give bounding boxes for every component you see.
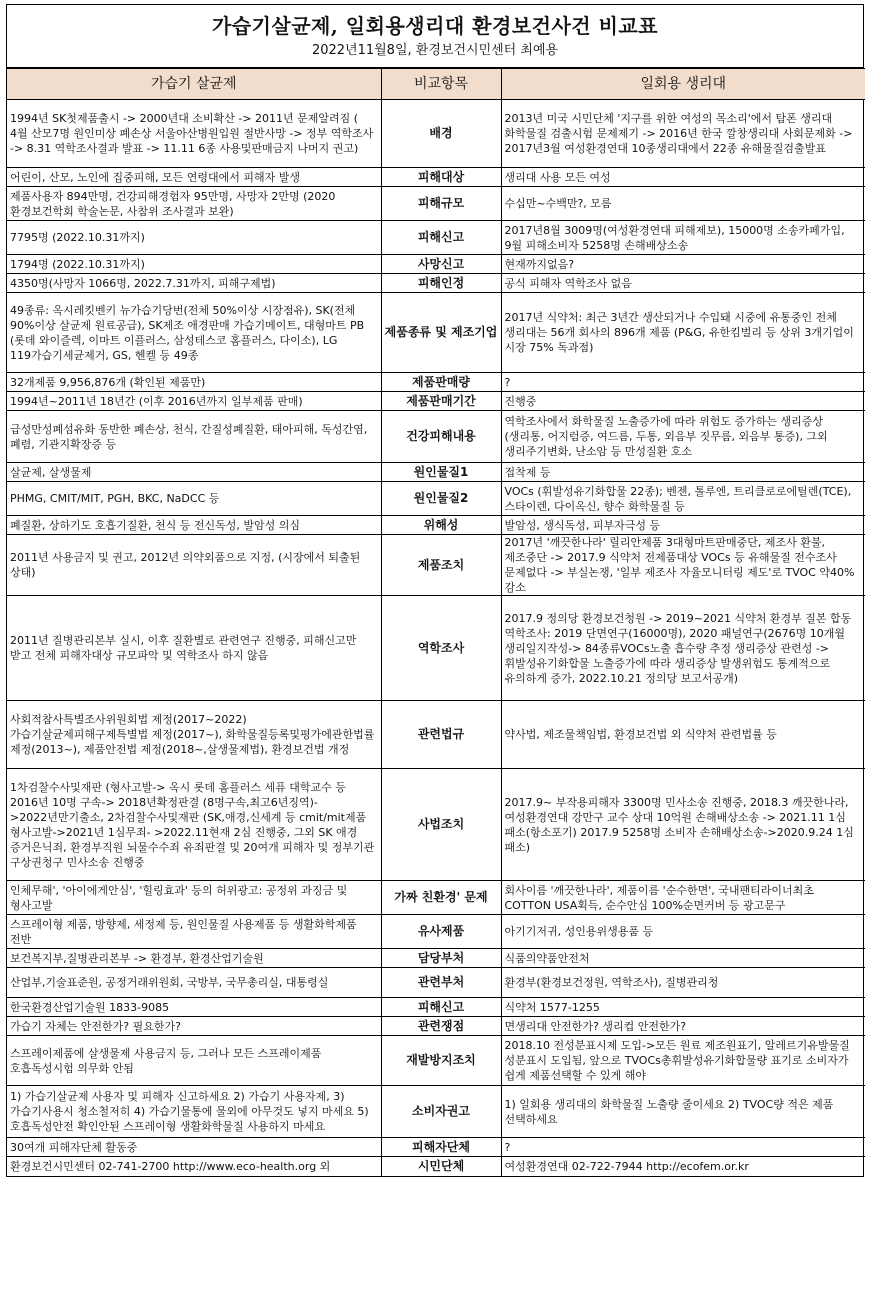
document-title: 가습기살균제, 일회용생리대 환경보건사건 비교표 xyxy=(211,14,659,38)
humidifier-cell: PHMG, CMIT/MIT, PGH, BKC, NaDCC 등 xyxy=(7,482,381,516)
sanitary-pad-cell: 식품의약품안전처 xyxy=(501,949,865,968)
comparison-document xyxy=(6,4,864,1177)
document-subtitle: 2022년11월8일, 환경보건시민센터 최예용 xyxy=(311,43,559,58)
humidifier-cell: 어린이, 산모, 노인에 집중피해, 모든 연령대에서 피해자 발생 xyxy=(7,168,381,187)
sanitary-pad-cell: 환경부(환경보건정원, 역학조사), 질병관리청 xyxy=(501,968,865,998)
sanitary-pad-cell: 아기기저귀, 성인용위생용품 등 xyxy=(501,915,865,949)
sanitary-pad-cell: 1) 일회용 생리대의 화학물질 노출량 줄이세요 2) TVOC량 적은 제품 선택하세요 xyxy=(501,1086,865,1138)
table-row xyxy=(7,596,865,701)
table-row xyxy=(7,168,865,187)
table-row xyxy=(7,392,865,411)
sanitary-pad-cell: 2017년 식약처: 최근 3년간 생산되거나 수입돼 시중에 유통중인 전체 생리대는 56개 회사의 896개 제품 (P&G, 유한킴벌리 등 상위 3개기업이 시장 75% 독과점) xyxy=(501,293,865,373)
sanitary-pad-cell: 역학조사에서 화학물질 노출증가에 따라 위험도 증가하는 생리증상(생리통, 어지럼증, 여드름, 두통, 외음부 짓무름, 외음부 통증), 그외 생리주기변화, 난소암 등 만성질환 호소 xyxy=(501,411,865,463)
comparison-item-cell: 위해성 xyxy=(381,516,501,535)
comparison-item-cell: 역학조사 xyxy=(381,596,501,701)
sanitary-pad-cell: 2013년 미국 시민단체 '지구를 위한 여성의 목소리'에서 탐폰 생리대 화학물질 검출시험 문제제기 -> 2016년 한국 깔창생리대 사회문제화 -> 2017년3월 여성환경연대 10종생리대에서 22종 유해물질검출발표 xyxy=(501,100,865,168)
table-row xyxy=(7,1157,865,1176)
comparison-item-cell: 피해대상 xyxy=(381,168,501,187)
comparison-item-cell: 원인물질1 xyxy=(381,463,501,482)
table-row xyxy=(7,998,865,1017)
humidifier-cell: 1794명 (2022.10.31까지) xyxy=(7,255,381,274)
sanitary-pad-cell: ? xyxy=(501,373,865,392)
comparison-table xyxy=(7,68,865,1176)
humidifier-cell: 1994년~2011년 18년간 (이후 2016년까지 일부제품 판매) xyxy=(7,392,381,411)
table-row xyxy=(7,915,865,949)
sanitary-pad-cell: 수십만~수백만?, 모름 xyxy=(501,187,865,221)
humidifier-cell: 급성만성폐섬유화 동반한 폐손상, 천식, 간질성폐질환, 태아피해, 독성간염, 폐렴, 기관지확장증 등 xyxy=(7,411,381,463)
table-row xyxy=(7,949,865,968)
comparison-item-cell: 제품조치 xyxy=(381,535,501,596)
humidifier-cell: 환경보건시민센터 02-741-2700 http://www.eco-health.org 외 xyxy=(7,1157,381,1176)
table-row xyxy=(7,516,865,535)
comparison-item-cell: 원인물질2 xyxy=(381,482,501,516)
table-row xyxy=(7,701,865,769)
table-row xyxy=(7,293,865,373)
humidifier-cell: 7795명 (2022.10.31까지) xyxy=(7,221,381,255)
sanitary-pad-cell: 현재까지없음? xyxy=(501,255,865,274)
humidifier-cell: 사회적참사특별조사위원회법 제정(2017~2022) 가습기살균제피해구제특별법 제정(2017~), 화학물질등록및평가에관한법률 제정(2013~), 제품안전법 제정(2018~,살생물제법), 환경보건법 개정 xyxy=(7,701,381,769)
humidifier-cell: 산업부,기술표준원, 공정거래위원회, 국방부, 국무총리실, 대통령실 xyxy=(7,968,381,998)
table-row xyxy=(7,968,865,998)
sanitary-pad-cell: 공식 피해자 역학조사 없음 xyxy=(501,274,865,293)
humidifier-cell: 1994년 SK첫제품출시 -> 2000년대 소비확산 -> 2011년 문제알려짐 ( 4월 산모7명 원인미상 폐손상 서울아산병원입원 절반사망 -> 정부 역학조사 -> 8.31 역학조사결과 발표 -> 11.11 6종 사용및판매금지 나머지 권고) xyxy=(7,100,381,168)
sanitary-pad-cell: 면생리대 안전한가? 생리컵 안전한가? xyxy=(501,1017,865,1036)
comparison-item-cell: 제품판매기간 xyxy=(381,392,501,411)
table-body xyxy=(7,100,865,1176)
table-row xyxy=(7,1138,865,1157)
sanitary-pad-cell: 2017.9~ 부작용피해자 3300명 민사소송 진행중, 2018.3 깨끗한나라, 여성환경연대 강만구 교수 상대 10억원 손해배상소송 -> 2021.11 1심 패소(항소포기) 2017.9 5258명 소비자 손해배상소송->2020.9.24 1심 패소) xyxy=(501,769,865,881)
comparison-item-cell: 제품판매량 xyxy=(381,373,501,392)
comparison-item-cell: 관련법규 xyxy=(381,701,501,769)
comparison-item-cell: 관련부처 xyxy=(381,968,501,998)
sanitary-pad-cell: 생리대 사용 모든 여성 xyxy=(501,168,865,187)
sanitary-pad-cell: 발암성, 생식독성, 피부자극성 등 xyxy=(501,516,865,535)
sanitary-pad-cell: 약사법, 제조물책임법, 환경보건법 외 식약처 관련법률 등 xyxy=(501,701,865,769)
humidifier-cell: 1차검찰수사및재판 (형사고발-> 옥시 롯데 홈플러스 세퓨 대학교수 등 2016년 10명 구속-> 2018년확정판결 (8명구속,최고6년징역)- >2022년만기출소, 2차검찰수사및재판 (SK,애경,신세계 등 cmit/mit제품 형사고발->2021년 1심무죄- >2022.11현재 2심 진행중, 그외 SK 애경 증거은닉죄, 환경부직원 뇌물수수죄 유죄판결 및 20여개 피해자 및 정부기관 구상권청구 민사소송 진행중 xyxy=(7,769,381,881)
table-row xyxy=(7,373,865,392)
table-row xyxy=(7,1017,865,1036)
comparison-item-cell: 피해자단체 xyxy=(381,1138,501,1157)
sanitary-pad-cell: 진행중 xyxy=(501,392,865,411)
table-row xyxy=(7,482,865,516)
sanitary-pad-cell: 2018.10 전성분표시제 도입->모든 원료 제조원표기, 알레르기유발물질 성분표시 도입됨, 앞으로 TVOCs총휘발성유기화합물량 표기로 소비자가 쉽게 제품선택할 수 있게 해야 xyxy=(501,1036,865,1086)
comparison-item-cell: 사법조치 xyxy=(381,769,501,881)
humidifier-cell: 32개제품 9,956,876개 (확인된 제품만) xyxy=(7,373,381,392)
comparison-item-cell: 관련쟁점 xyxy=(381,1017,501,1036)
humidifier-cell: 제품사용자 894만명, 건강피해경험자 95만명, 사망자 2만명 (2020 환경보건학회 학술논문, 사참위 조사결과 보완) xyxy=(7,187,381,221)
comparison-item-cell: 소비자권고 xyxy=(381,1086,501,1138)
table-row xyxy=(7,535,865,596)
humidifier-cell: 30여개 피해자단체 활동중 xyxy=(7,1138,381,1157)
sanitary-pad-cell: 2017.9 정의당 환경보건청원 -> 2019~2021 식약처 환경부 질본 합동 역학조사: 2019 단면연구(16000명), 2020 패널연구(2676명 10개월 생리일지작성-> 84종류VOCs노출 흡수량 추정 생리증상 관련성 -> 휘발성유기화합물 노출증가에 따라 생리증상 발생위험도 통계적으로 유의하게 증가, 2022.10.21 정의당 보고서공개) xyxy=(501,596,865,701)
comparison-item-cell: 건강피해내용 xyxy=(381,411,501,463)
comparison-item-cell: 담당부처 xyxy=(381,949,501,968)
humidifier-cell: 폐질환, 상하기도 호흡기질환, 천식 등 전신독성, 발암성 의심 xyxy=(7,516,381,535)
sanitary-pad-cell: ? xyxy=(501,1138,865,1157)
sanitary-pad-cell: 접착제 등 xyxy=(501,463,865,482)
humidifier-cell: 1) 가습기살균제 사용자 및 피해자 신고하세요 2) 가습기 사용자제, 3) 가습기사용시 청소철저히 4) 가습기물통에 물외에 아무것도 넣지 마세요 5) 호흡독성안전 확인안된 스프레이형 생활화학물질 사용하지 마세요 xyxy=(7,1086,381,1138)
humidifier-cell: 2011년 사용금지 및 권고, 2012년 의약외품으로 지정, (시장에서 퇴출된 상태) xyxy=(7,535,381,596)
document-header xyxy=(7,5,863,68)
sanitary-pad-cell: 2017년8월 3009명(여성환경연대 피해제보), 15000명 소송카페가입, 9월 피해소비자 5258명 손해배상소송 xyxy=(501,221,865,255)
humidifier-cell: 인체무해', '아이에게안심', '힐링효과' 등의 허위광고: 공정위 과징금 및 형사고발 xyxy=(7,881,381,915)
humidifier-cell: 가습기 자체는 안전한가? 필요한가? xyxy=(7,1017,381,1036)
humidifier-cell: 살균제, 살생물제 xyxy=(7,463,381,482)
comparison-item-cell: 피해신고 xyxy=(381,998,501,1017)
table-row xyxy=(7,881,865,915)
comparison-item-cell: 사망신고 xyxy=(381,255,501,274)
table-row xyxy=(7,274,865,293)
comparison-item-cell: 피해인정 xyxy=(381,274,501,293)
table-row xyxy=(7,1086,865,1138)
column-header-sanitary-pad: 일회용 생리대 xyxy=(501,69,865,100)
column-header-humidifier: 가습기 살균제 xyxy=(7,69,381,100)
table-header-row xyxy=(7,69,865,100)
table-row xyxy=(7,1036,865,1086)
comparison-item-cell: 유사제품 xyxy=(381,915,501,949)
comparison-item-cell: 배경 xyxy=(381,100,501,168)
comparison-item-cell: 재발방지조치 xyxy=(381,1036,501,1086)
comparison-item-cell: 가짜 친환경' 문제 xyxy=(381,881,501,915)
comparison-item-cell: 제품종류 및 제조기업 xyxy=(381,293,501,373)
comparison-item-cell: 피해규모 xyxy=(381,187,501,221)
humidifier-cell: 49종류: 옥시레킷벤키 뉴가습기당번(전체 50%이상 시장점유), SK(전체 90%이상 살균제 원료공급), SK제조 애경판매 가습기메이트, 대형마트 PB (롯데 와이즐렉, 이마트 이플러스, 삼성테스코 홈플러스, 다이소), LG 119가습기세균제거, GS, 헨켈 등 49종 xyxy=(7,293,381,373)
sanitary-pad-cell: VOCs (휘발성유기화합물 22종); 벤젠, 톨루엔, 트리클로로에틸렌(TCE), 스타이렌, 다이옥신, 향수 화학물질 등 xyxy=(501,482,865,516)
table-row xyxy=(7,221,865,255)
comparison-item-cell: 시민단체 xyxy=(381,1157,501,1176)
table-row xyxy=(7,463,865,482)
table-row xyxy=(7,187,865,221)
sanitary-pad-cell: 식약처 1577-1255 xyxy=(501,998,865,1017)
humidifier-cell: 4350명(사망자 1066명, 2022.7.31까지, 피해구제법) xyxy=(7,274,381,293)
table-row xyxy=(7,255,865,274)
sanitary-pad-cell: 2017년 '깨끗한나라' 릴리안제품 3대형마트판매중단, 제조사 환불, 제조중단 -> 2017.9 식약처 전제품대상 VOCs 등 유해물질 전수조사 문제없다 -> 부실논쟁, '일부 제조사 자율모니터링 제도'로 TVOC 약40% 감소 xyxy=(501,535,865,596)
humidifier-cell: 스프레이형 제품, 방향제, 세정제 등, 원인물질 사용제품 등 생활화학제품 전반 xyxy=(7,915,381,949)
humidifier-cell: 한국환경산업기술원 1833-9085 xyxy=(7,998,381,1017)
table-row xyxy=(7,100,865,168)
table-row xyxy=(7,411,865,463)
table-row xyxy=(7,769,865,881)
comparison-item-cell: 피해신고 xyxy=(381,221,501,255)
humidifier-cell: 2011년 질병관리본부 실시, 이후 질환별로 관련연구 진행중, 피해신고만 받고 전체 피해자대상 규모파악 및 역학조사 하지 않음 xyxy=(7,596,381,701)
sanitary-pad-cell: 여성환경연대 02-722-7944 http://ecofem.or.kr xyxy=(501,1157,865,1176)
humidifier-cell: 스프레이제품에 살생물제 사용금지 등, 그러나 모든 스프레이제품 호흡독성시험 의무화 안됨 xyxy=(7,1036,381,1086)
sanitary-pad-cell: 회사이름 '깨끗한나라', 제품이름 '순수한면', 국내팬티라이너최초 COTTON USA획득, 순수안심 100%순면커버 등 광고문구 xyxy=(501,881,865,915)
column-header-item: 비교항목 xyxy=(381,69,501,100)
humidifier-cell: 보건복지부,질병관리본부 -> 환경부, 환경산업기술원 xyxy=(7,949,381,968)
